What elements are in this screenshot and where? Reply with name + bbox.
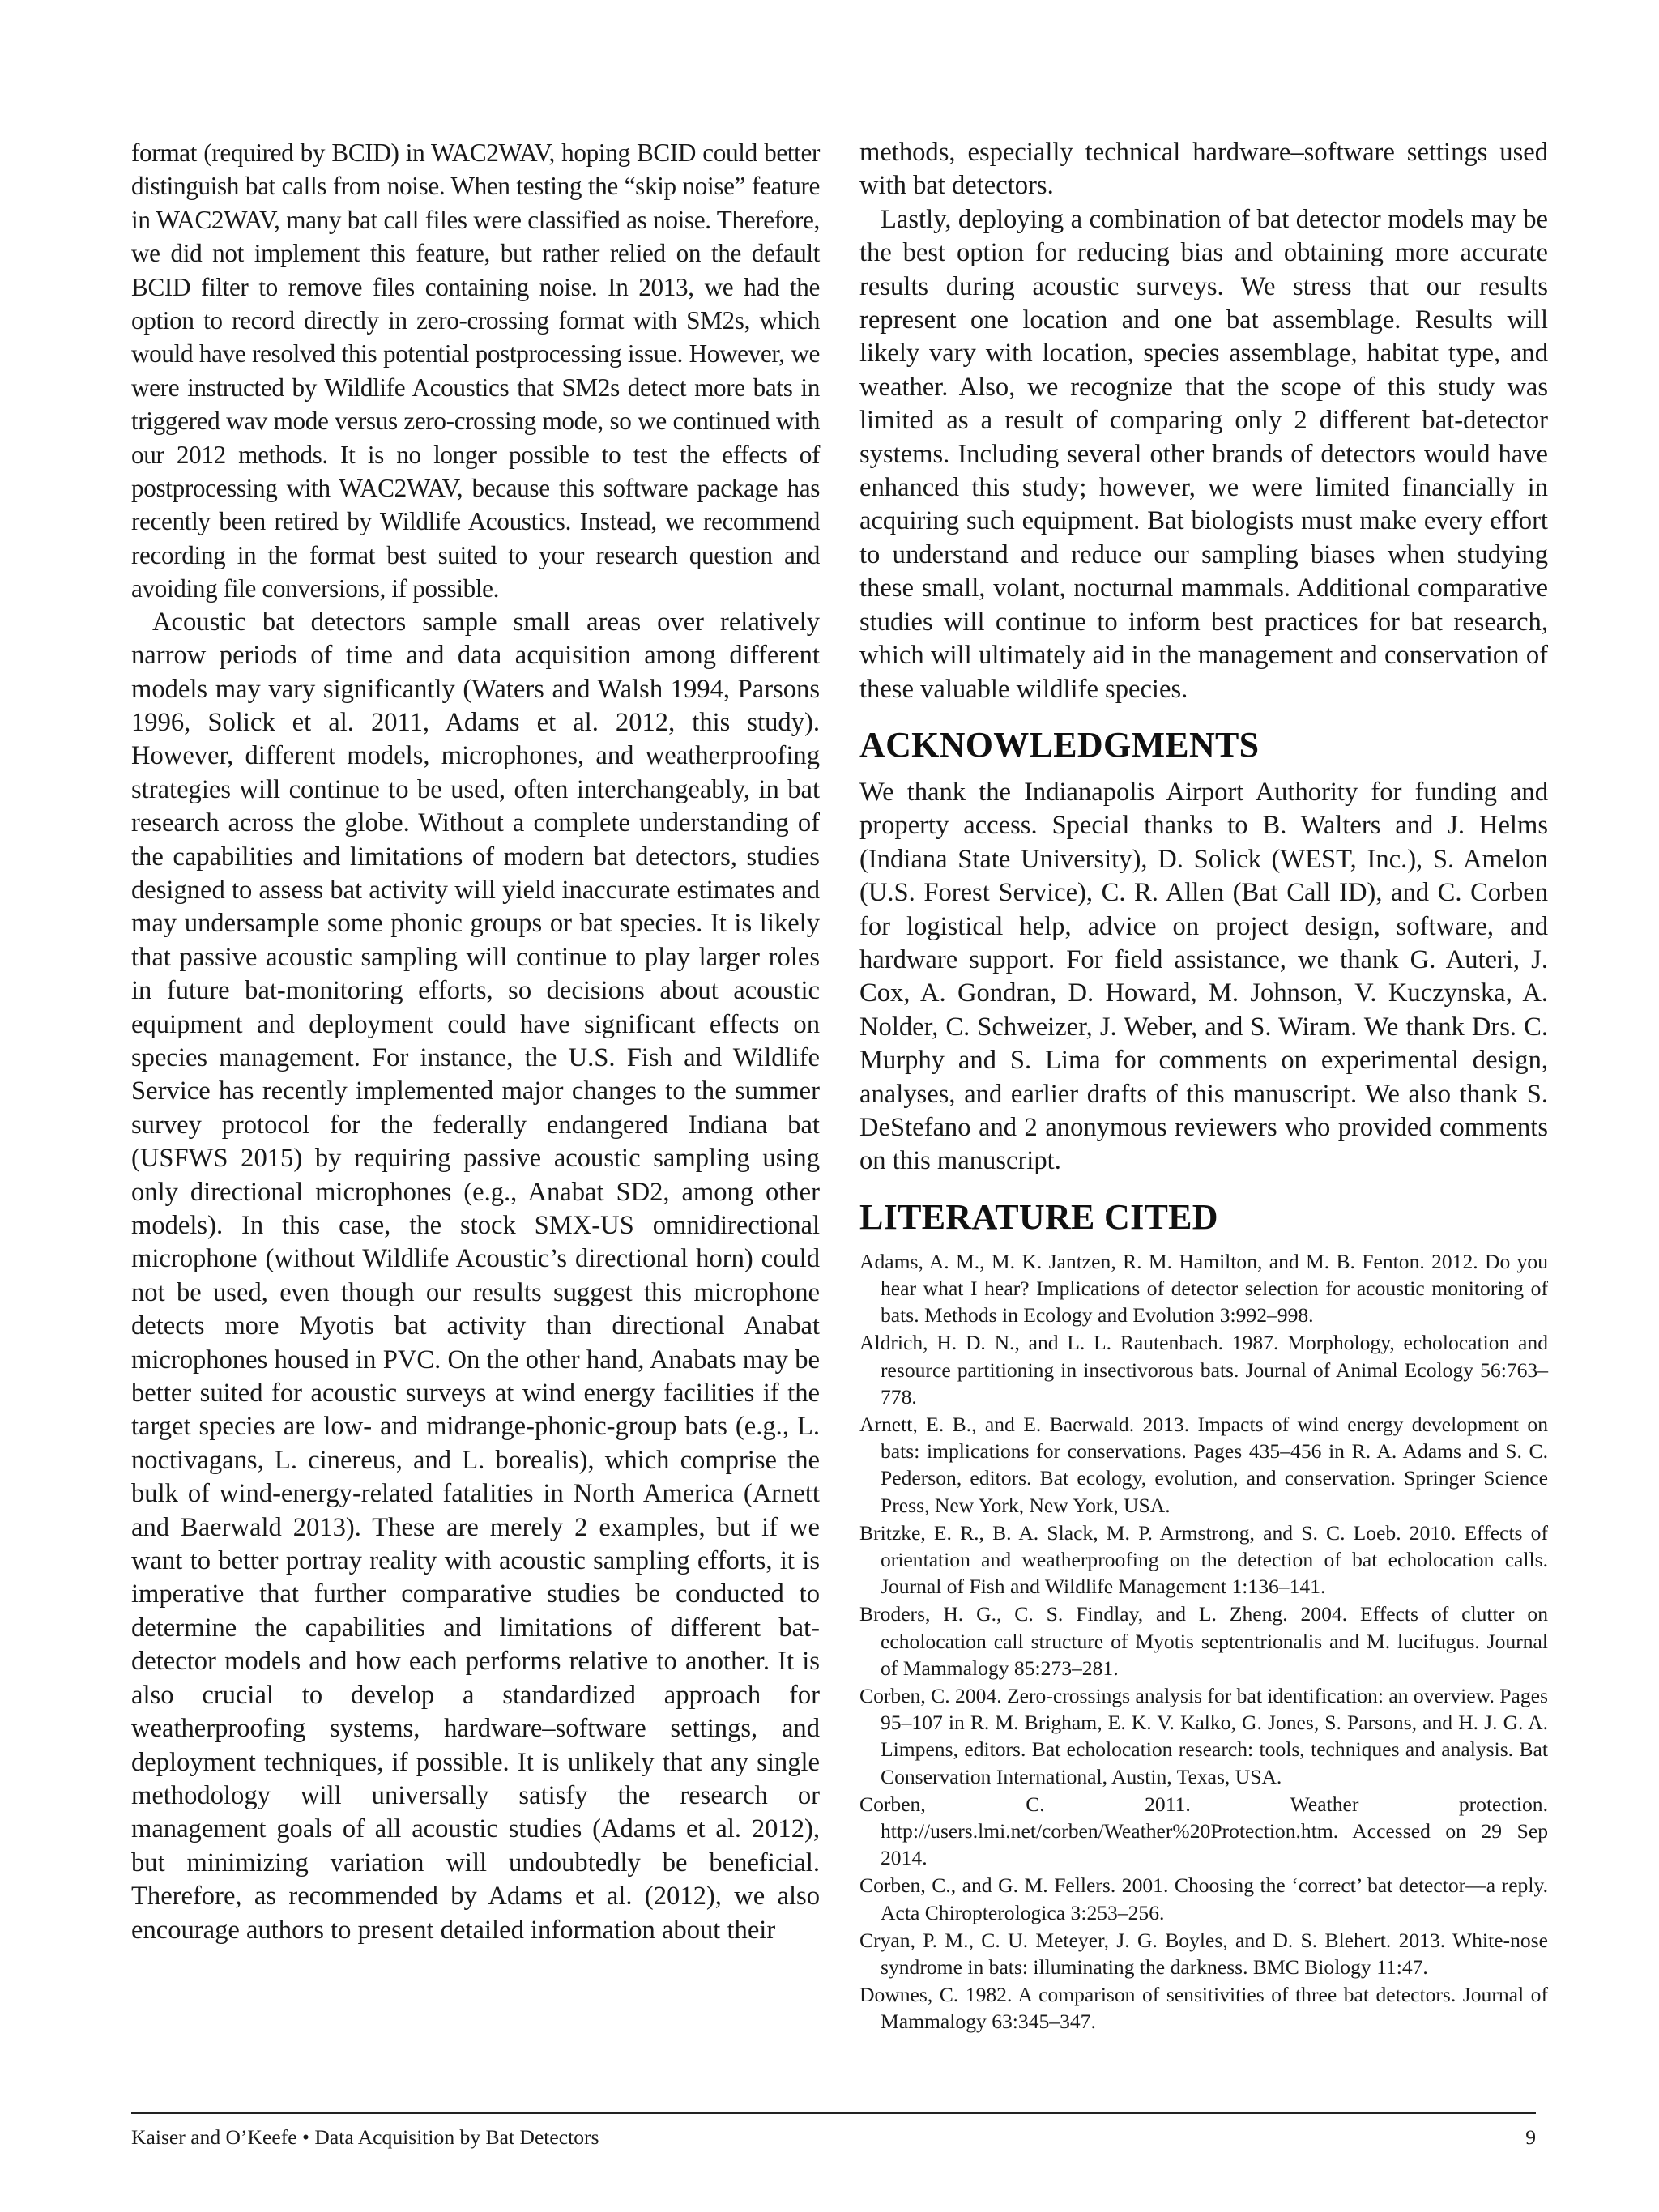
reference-item: Britzke, E. R., B. A. Slack, M. P. Armstrong, and S. C. Loeb. 2010. Effects of orientation and weatherproofing on the detection of bat echolocation calls. Journal of Fish and Wildlife Management 1:136–141. bbox=[859, 1520, 1548, 1599]
acknowledgments-heading: ACKNOWLEDGMENTS bbox=[859, 724, 1260, 765]
reference-item: Aldrich, H. D. N., and L. L. Rautenbach. 1987. Morphology, echolocation and resource partitioning in insectivorous bats. Journal of Animal Ecology 56:763–778. bbox=[859, 1331, 1548, 1409]
reference-item: Cryan, P. M., C. U. Meteyer, J. G. Boyles, and D. S. Blehert. 2013. White-nose syndrome in bats: illuminating the darkness. BMC Biology 11:47. bbox=[859, 1928, 1548, 1980]
reference-item: Arnett, E. B., and E. Baerwald. 2013. Impacts of wind energy development on bats: implications for conservations. Pages 435–456 in R. A. Adams and S. C. Pederson, editors. Bat ecology, evolution, and conservation. Springer Science Press, New York, New York, USA. bbox=[859, 1413, 1548, 1517]
reference-item: Downes, C. 1982. A comparison of sensitivities of three bat detectors. Journal of Mammalogy 63:345–347. bbox=[859, 1983, 1548, 2034]
reference-item: Adams, A. M., M. K. Jantzen, R. M. Hamilton, and M. B. Fenton. 2012. Do you hear what I hear? Implications of detector selection for acoustic monitoring of bats. Methods in Ecology and Evolution 3:992–998. bbox=[859, 1249, 1548, 1328]
paragraph-text: format (required by BCID) in WAC2WAV, hoping BCID could better distinguish bat calls from noise. When testing the “skip noise” feature in WAC2WAV, many bat call files were classified as noise. Therefore, we did not implement this feature, but rather relied on the default BCID filter to remove files containing noise. In 2013, we had the option to record directly in zero-crossing format with SM2s, which would have resolved this potential postprocessing issue. However, we were instructed by Wildlife Acoustics that SM2s detect more bats in triggered wav mode versus zero-crossing mode, so we continued with our 2012 methods. It is no longer possible to test the effects of postprocessing with WAC2WAV, because this software package has recently been retired by Wildlife Acoustics. Instead, we recommend recording in the format best suited to your research question and avoiding file conversions, if possible. bbox=[131, 139, 820, 603]
running-title: Kaiser and O’Keefe • Data Acquisition by Bat Detectors bbox=[131, 2125, 599, 2149]
reference-item: Corben, C. 2011. Weather protection. http://users.lmi.net/corben/Weather%20Protection.htm. Accessed on 29 Sep 2014. bbox=[859, 1792, 1548, 1870]
reference-item: Corben, C. 2004. Zero-crossings analysis for bat identification: an overview. Pages 95–107 in R. M. Brigham, E. K. V. Kalko, G. Jones, S. Parsons, and H. J. G. A. Limpens, editors. Bat echolocation research: tools, techniques and analysis. Bat Conservation International, Austin, Texas, USA. bbox=[859, 1684, 1548, 1788]
body-paragraph-continued bbox=[859, 136, 1548, 203]
paragraph-text: We thank the Indianapolis Airport Authority for funding and property access. Special thanks to B. Walters and J. Helms (Indiana State University), D. Solick (WEST, Inc.), S. Amelon (U.S. Forest Service), C. R. Allen (Bat Call ID), and C. Corben for logistical help, advice on project design, software, and hardware support. For field assistance, we thank G. Auteri, J. Cox, A. Gondran, D. Howard, M. Johnson, V. Kuczynska, A. Nolder, C. Schweizer, J. Weber, and S. Wiram. We thank Drs. C. Murphy and S. Lima for comments on experimental design, analyses, and earlier drafts of this manuscript. We also thank S. DeStefano and 2 anonymous reviewers who provided comments on this manuscript. bbox=[859, 777, 1548, 1176]
reference-item: Broders, H. G., C. S. Findlay, and L. Zheng. 2004. Effects of clutter on echolocation call structure of Myotis septentrionalis and M. lucifugus. Journal of Mammalogy 85:273–281. bbox=[859, 1602, 1548, 1680]
left-column bbox=[131, 136, 820, 1947]
reference-list bbox=[859, 1248, 1548, 2035]
acknowledgments-paragraph bbox=[859, 776, 1548, 1178]
paragraph-text: methods, especially technical hardware–software settings used with bat detectors. bbox=[859, 138, 1548, 201]
footer-rule bbox=[131, 2112, 1536, 2114]
reference-item: Corben, C., and G. M. Fellers. 2001. Choosing the ‘correct’ bat detector—a reply. Acta Chiropterologica 3:253–256. bbox=[859, 1873, 1548, 1924]
paragraph-text: Acoustic bat detectors sample small areas over relatively narrow periods of time and data acquisition among different models may vary significantly (Waters and Walsh 1994, Parsons 1996, Solick et al. 2011, Adams et al. 2012, this study). However, different models, microphones, and weatherproofing strategies will continue to be used, often interchangeably, in bat research across the globe. Without a complete understanding of the capabilities and limitations of modern bat detectors, studies designed to assess bat activity will yield inaccurate estimates and may undersample some phonic groups or bat species. It is likely that passive acoustic sampling will continue to play larger roles in future bat-monitoring efforts, so decisions about acoustic equipment and deployment could have significant effects on species management. For instance, the U.S. Fish and Wildlife Service has recently implemented major changes to the summer survey protocol for the federally endangered Indiana bat (USFWS 2015) by requiring passive acoustic sampling using only directional microphones (e.g., Anabat SD2, among other models). In this case, the stock SMX-US omnidirectional microphone (without Wildlife Acoustic’s directional horn) could not be used, even though our results suggest this microphone detects more Myotis bat activity than directional Anabat microphones housed in PVC. On the other hand, Anabats may be better suited for acoustic surveys at wind energy facilities if the target species are low- and midrange-phonic-group bats (e.g., L. noctivagans, L. cinereus, and L. borealis), which comprise the bulk of wind-energy-related fatalities in North America (Arnett and Baerwald 2013). These are merely 2 examples, but if we want to better portray reality with acoustic sampling efforts, it is imperative that further comparative studies be conducted to determine the capabilities and limitations of different bat-detector models and how each performs relative to another. It is also crucial to develop a standardized approach for weatherproofing systems, hardware–software settings, and deployment techniques, if possible. It is unlikely that any single methodology will universally satisfy the research or management goals of all acoustic studies (Adams et al. 2012), but minimizing variation will undoubtedly be beneficial. Therefore, as recommended by Adams et al. (2012), we also encourage authors to present detailed information about their bbox=[131, 607, 820, 1945]
body-paragraph bbox=[859, 203, 1548, 706]
body-paragraph bbox=[131, 606, 820, 1947]
body-paragraph-continued bbox=[131, 136, 820, 606]
literature-cited-heading: LITERATURE CITED bbox=[859, 1196, 1218, 1237]
paragraph-text: Lastly, deploying a combination of bat detector models may be the best option for reducing bias and obtaining more accurate results during acoustic surveys. We stress that our results represent one location and one bat assemblage. Results will likely vary with location, species assemblage, habitat type, and weather. Also, we recognize that the scope of this study was limited as a result of comparing only 2 different bat-detector systems. Including several other brands of detectors would have enhanced this study; however, we were limited financially in acquiring such equipment. Bat biologists must make every effort to understand and reduce our sampling biases when studying these small, volant, nocturnal mammals. Additional comparative studies will continue to inform best practices for bat research, which will ultimately aid in the management and conservation of these valuable wildlife species. bbox=[859, 204, 1548, 704]
right-column bbox=[859, 136, 1548, 2036]
page-number: 9 bbox=[1525, 2125, 1536, 2149]
